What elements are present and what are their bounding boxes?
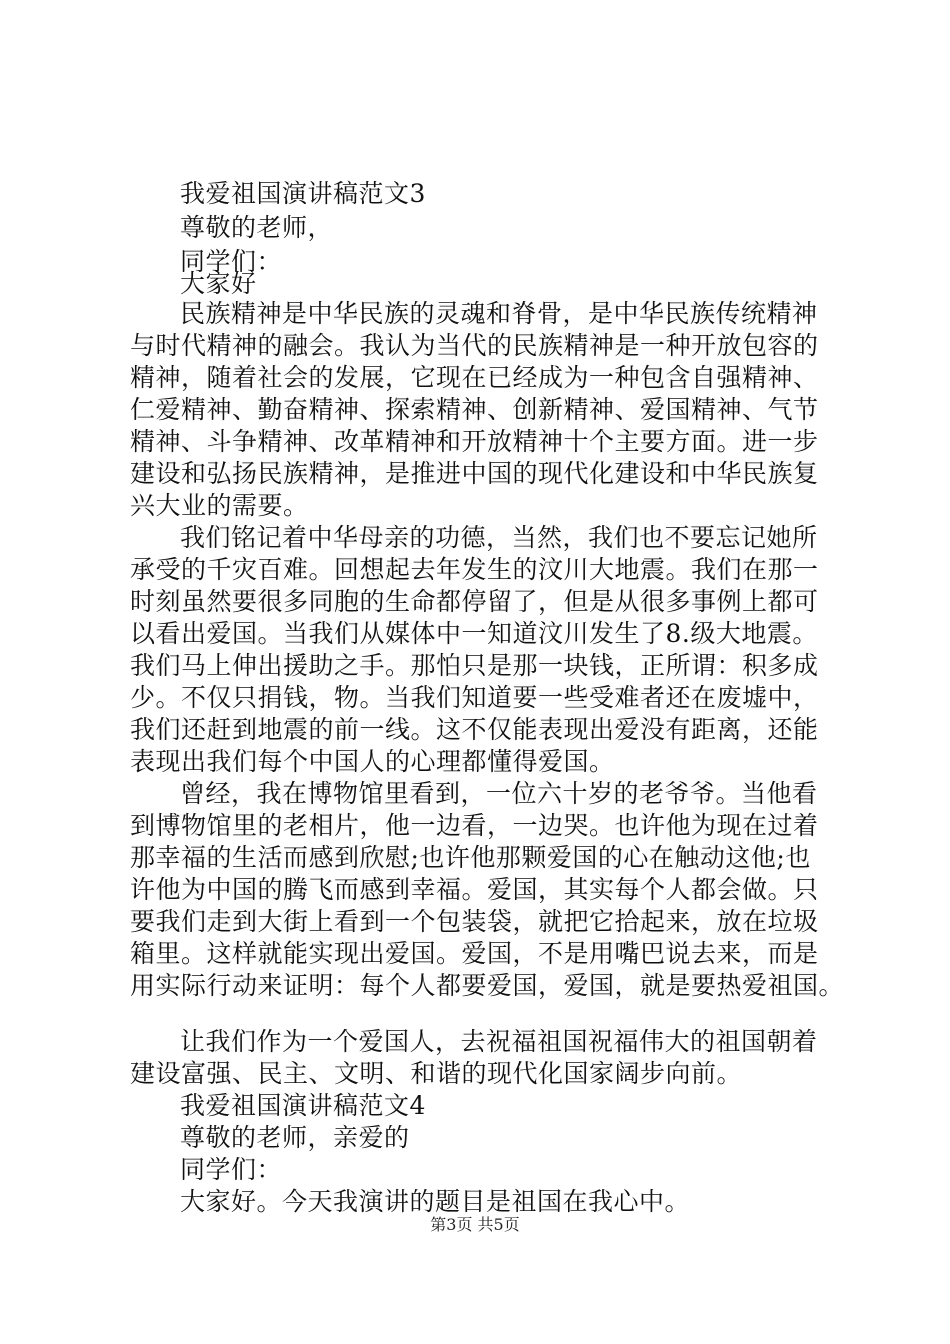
page-number-footer: 第3页 共5页 [430,1215,520,1234]
paragraph-line: 建设和弘扬民族精神，是推进中国的现代化建设和中华民族复 [130,459,819,488]
paragraph-line: 以看出爱国。当我们从媒体中一知道汶川发生了8.级大地震。 [130,619,818,648]
paragraph-line: 许他为中国的腾飞而感到幸福。爱国，其实每个人都会做。只 [130,875,819,904]
paragraph-line: 我们马上伸出援助之手。那怕只是那一块钱，正所谓：积多成 [130,651,819,680]
paragraph-line: 承受的千灾百难。回想起去年发生的汶川大地震。我们在那一 [130,555,819,584]
paragraph-line: 与时代精神的融会。我认为当代的民族精神是一种开放包容的 [130,331,819,360]
paragraph-line: 箱里。这样就能实现出爱国。爱国，不是用嘴巴说去来，而是 [130,939,819,968]
paragraph-line: 民族精神是中华民族的灵魂和脊骨，是中华民族传统精神 [180,299,818,328]
paragraph-line: 精神、斗争精神、改革精神和开放精神十个主要方面。进一步 [130,427,819,456]
section-title-4: 我爱祖国演讲稿范文4 [180,1091,426,1120]
paragraph-line: 我们还赶到地震的前一线。这不仅能表现出爱没有距离，还能 [130,715,819,744]
paragraph-line: 曾经，我在博物馆里看到，一位六十岁的老爷爷。当他看 [180,779,818,808]
paragraph-line: 用实际行动来证明：每个人都要爱国，爱国，就是要热爱祖国。 [130,971,845,1000]
paragraph-line: 到博物馆里的老相片，他一边看，一边哭。也许他为现在过着 [130,811,819,840]
paragraph-line: 那幸福的生活而感到欣慰;也许他那颗爱国的心在触动这他;也 [130,843,811,872]
greeting-teachers: 尊敬的老师，亲爱的 [180,1123,410,1152]
paragraph-line: 让我们作为一个爱国人，去祝福祖国祝福伟大的祖国朝着 [180,1027,818,1056]
section-title-3: 我爱祖国演讲稿范文3 [180,179,426,208]
paragraph-line: 时刻虽然要很多同胞的生命都停留了，但是从很多事例上都可 [130,587,819,616]
paragraph-line: 表现出我们每个中国人的心理都懂得爱国。 [130,747,615,776]
paragraph-line: 兴大业的需要。 [130,491,309,520]
paragraph-line: 仁爱精神、勤奋精神、探索精神、创新精神、爱国精神、气节 [130,395,819,424]
greeting-students: 同学们： [180,247,283,276]
greeting-hello: 大家好。今天我演讲的题目是祖国在我心中。 [180,1187,691,1216]
paragraph-line: 建设富强、民主、文明、和谐的现代化国家阔步向前。 [130,1059,743,1088]
greeting-students: 同学们： [180,1155,283,1184]
paragraph-line: 精神，随着社会的发展，它现在已经成为一种包含自强精神、 [130,363,819,392]
greeting-hello: 大家好 [180,269,257,298]
greeting-teachers: 尊敬的老师， [180,213,334,242]
paragraph-line: 少。不仅只捐钱，物。当我们知道要一些受难者还在废墟中， [130,683,819,712]
paragraph-line: 我们铭记着中华母亲的功德，当然，我们也不要忘记她所 [180,523,818,552]
paragraph-line: 要我们走到大街上看到一个包装袋，就把它拾起来，放在垃圾 [130,907,819,936]
